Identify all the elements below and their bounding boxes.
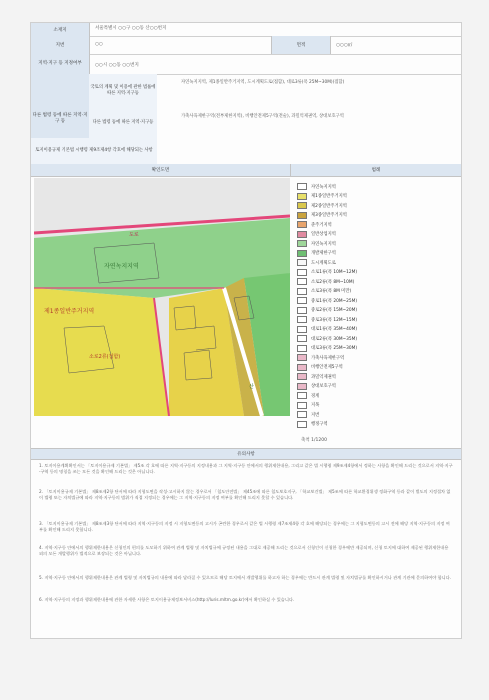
map-label-res1: 제1종일반주거지역 bbox=[44, 308, 95, 315]
legend-item bbox=[297, 353, 344, 362]
legend-swatch bbox=[297, 288, 307, 295]
legend-item bbox=[297, 211, 347, 220]
legend-swatch bbox=[297, 183, 307, 190]
area-value: ○○○㎡ bbox=[336, 43, 353, 48]
address-label: 지번 bbox=[31, 36, 90, 54]
legend-label: 가축사육제한구역 bbox=[311, 355, 345, 361]
rules-label: 다른 법령 등에 따른 지역·지구 등 bbox=[31, 74, 90, 164]
legend-swatch bbox=[297, 269, 307, 276]
legend-title: 범례 bbox=[291, 164, 461, 177]
legend-swatch bbox=[297, 259, 307, 266]
legend-swatch bbox=[297, 250, 307, 257]
legend-item bbox=[297, 201, 347, 210]
row-address bbox=[31, 36, 461, 55]
legend-item bbox=[297, 192, 347, 201]
legend-item bbox=[297, 372, 336, 381]
legend-item bbox=[297, 382, 336, 391]
legend-label: 중로1류(폭 20M~25M) bbox=[311, 298, 358, 304]
rules-text-1: 자연녹지지역, 제1종일반주거지역, 도시계획도로(접함), 대로3류(폭 25M~30M)(접함) bbox=[181, 80, 345, 85]
map-label-green: 자연녹지지역 bbox=[104, 263, 139, 270]
rules-text-2: 가축사육제한구역(전부제한지역), 비행안전제5구역(전술), 과밀억제권역, 상대보호구역 bbox=[181, 114, 344, 119]
legend-label: 비행안전제5구역 bbox=[311, 365, 343, 370]
legend-swatch bbox=[297, 335, 307, 342]
legend-swatch bbox=[297, 221, 307, 228]
designation-label: 지역·지구 등 지정여부 bbox=[31, 54, 90, 74]
legend-item bbox=[297, 230, 336, 239]
designation-value: ○○시 ○○동 ○○번지 bbox=[95, 63, 139, 68]
legend-label: 대로2류(폭 30M~35M) bbox=[311, 336, 358, 342]
note-paragraph: 2. 「토지이용규제 기본법」 제8조제2항 단서에 따라 지형도면을 작성·고시하지 않는 경우로서 「철도안전법」 제45조에 따른 철도보호지구, 「학교보건법」 제5조에 따른 학교환경위생 정화구역 등과 같이 별도의 지정절차 없이 법령 또는 자치법규에 따라 지역·지구등의 범위가 직접 지정되는 경우에는 그 지역·지구등의 지정 여부를 확인해 드리지 못할 수 있습니다. bbox=[39, 489, 451, 501]
legend-item bbox=[297, 277, 354, 286]
location-label: 소재지 bbox=[31, 23, 90, 36]
legend-item bbox=[297, 287, 351, 296]
legend-item bbox=[297, 239, 336, 248]
legend-item bbox=[297, 401, 319, 410]
legend-item bbox=[297, 325, 357, 334]
note-paragraph: 4. 지역·지구등 안에서의 행위제한내용은 신청인의 편의를 도모하기 위하여 관계 법령 및 자치법규에 규정된 내용을 그대로 제공해 드리는 것으로서 신청인이 신청한 경우에만 제공되며, 신청 토지에 대하여 제공된 행위제한내용 외의 모든 개발행위가 법적으로 보장되는 것은 아닙니다. bbox=[39, 545, 449, 557]
legend-label: 대로3류(폭 25M~30M) bbox=[311, 346, 358, 351]
area-label: 면적 bbox=[271, 36, 331, 54]
legend-swatch bbox=[297, 411, 307, 418]
legend-swatch bbox=[297, 354, 307, 361]
map-scale: 축척 1/1200 bbox=[301, 438, 327, 443]
legend-swatch bbox=[297, 364, 307, 371]
legend-swatch bbox=[297, 212, 307, 219]
legend-item bbox=[297, 334, 357, 343]
legend-swatch bbox=[297, 231, 307, 238]
legend-label: 제2종일반주거지역 bbox=[311, 203, 347, 209]
legend-swatch bbox=[297, 326, 307, 333]
legend-swatch bbox=[297, 307, 307, 314]
legend-label: 상대보호구역 bbox=[311, 384, 336, 389]
legend-swatch bbox=[297, 421, 307, 428]
legend-item bbox=[297, 420, 328, 429]
legend-item bbox=[297, 344, 357, 353]
legend-label: 중로3류(폭 12M~15M) bbox=[311, 317, 358, 323]
map-label-mountain: 산 bbox=[249, 384, 254, 390]
location-value: 서울특별시 ○○구 ○○동 산○○번지 bbox=[95, 26, 167, 31]
legend-label: 제1종일반주거지역 bbox=[311, 194, 347, 199]
legend-swatch bbox=[297, 297, 307, 304]
legend-label: 준주거지역 bbox=[311, 222, 332, 228]
legend-label: 지목 bbox=[311, 403, 320, 408]
legend-swatch bbox=[297, 392, 307, 399]
legend-item bbox=[297, 391, 319, 400]
legend-label: 제3종일반주거지역 bbox=[311, 213, 347, 218]
legend-label: 과밀억제권역 bbox=[311, 374, 336, 380]
legend-swatch bbox=[297, 316, 307, 323]
document-page bbox=[30, 22, 462, 639]
rules-item-3: 토지이용규제 기본법 시행령 제9조제4항 각호에 해당되는 사항 bbox=[31, 138, 157, 164]
note-paragraph: 6. 지역·지구등의 지정과 행위제한내용에 관한 자세한 사항은 토지이용규제정보서비스(http://luris.mltm.go.kr)에서 확인하실 수 있습니다. bbox=[39, 597, 295, 602]
legend-label: 소로1류(폭 10M~12M) bbox=[311, 270, 358, 275]
legend-swatch bbox=[297, 278, 307, 285]
note-paragraph: 3. 「토지이용규제 기본법」 제8조제3항 단서에 따라 지역·지구등의 지정 시 지형도면등의 고시가 곤란한 경우로서 같은 법 시행령 제7조제4항 각 호에 해당되는 경우에는 그 지형도면등의 고시 전에 해당 지역·지구등의 지정 여부를 확인해 드리지 못합니다. bbox=[39, 521, 450, 533]
legend-item bbox=[297, 410, 319, 419]
legend-label: 일반상업지역 bbox=[311, 232, 336, 237]
legend-item bbox=[297, 306, 357, 315]
zoning-map-svg bbox=[34, 178, 290, 416]
legend-item bbox=[297, 220, 332, 229]
legend-label: 행정구역 bbox=[311, 422, 328, 427]
legend-item bbox=[297, 363, 343, 372]
legend-item bbox=[297, 268, 357, 277]
legend-item bbox=[297, 296, 357, 305]
legend-label: 소로3류(폭 8M 미만) bbox=[311, 289, 352, 294]
legend-swatch bbox=[297, 345, 307, 352]
row-rules bbox=[31, 74, 461, 165]
legend-label: 자연녹지지역 bbox=[311, 241, 336, 247]
map-title: 확인도면 bbox=[31, 164, 291, 177]
row-designation bbox=[31, 54, 461, 75]
legend-swatch bbox=[297, 373, 307, 380]
legend-label: 대로1류(폭 35M~40M) bbox=[311, 327, 358, 332]
legend-item bbox=[297, 182, 336, 191]
legend-swatch bbox=[297, 402, 307, 409]
legend-swatch bbox=[297, 193, 307, 200]
note-paragraph: 1. 토지이용계획확인서는 「토지이용규제 기본법」 제5조 각 호에 따른 지역·지구등의 지정내용과 그 지역·지구등 안에서의 행위제한내용, 그리고 같은 법 시행령 제9조제4항에서 정하는 사항을 확인해 드리는 것으로서 지역·지구·구역 등의 명칭을 쓰는 모든 것을 확인해 드리는 것은 아닙니다. bbox=[39, 463, 453, 475]
legend-label: 자연녹지지역 bbox=[311, 184, 336, 190]
legend-label: 지번 bbox=[311, 412, 320, 418]
legend-label: 개발제한구역 bbox=[311, 251, 336, 256]
legend-label: 소로2류(폭 8M~10M) bbox=[311, 279, 355, 285]
legend-swatch bbox=[297, 383, 307, 390]
note-paragraph: 5. 지역·지구등 안에서의 행위제한내용은 관계 법령 및 자치법규의 내용에 따라 달라질 수 있으므로 해당 토지에서 개발행위를 하고자 하는 경우에는 반드시 관계 법령 및 자치법규를 확인하시거나 관계 기관에 문의하여야 합니다. bbox=[39, 575, 452, 580]
zoning-map bbox=[34, 178, 290, 416]
legend-swatch bbox=[297, 240, 307, 247]
rules-item-2: 다른 법령 등에 따른 지역·지구등 bbox=[89, 108, 157, 139]
row-location bbox=[31, 23, 461, 37]
legend-list bbox=[293, 178, 458, 458]
notes-title: 유의사항 bbox=[31, 448, 461, 460]
map-label-road: 도로 bbox=[129, 232, 139, 238]
address-value: ○○ bbox=[95, 42, 103, 47]
legend-item bbox=[297, 315, 357, 324]
legend-label: 중로2류(폭 15M~20M) bbox=[311, 308, 358, 313]
legend-swatch bbox=[297, 202, 307, 209]
legend-item bbox=[297, 258, 336, 267]
legend-item bbox=[297, 249, 336, 258]
rules-item-1: 국토의 계획 및 이용에 관한 법률에 따른 지역·지구등 bbox=[89, 74, 157, 109]
map-label-small-road: 소로2류(접함) bbox=[89, 354, 121, 360]
legend-label: 경계 bbox=[311, 393, 320, 399]
legend-label: 도시계획도로 bbox=[311, 260, 336, 266]
